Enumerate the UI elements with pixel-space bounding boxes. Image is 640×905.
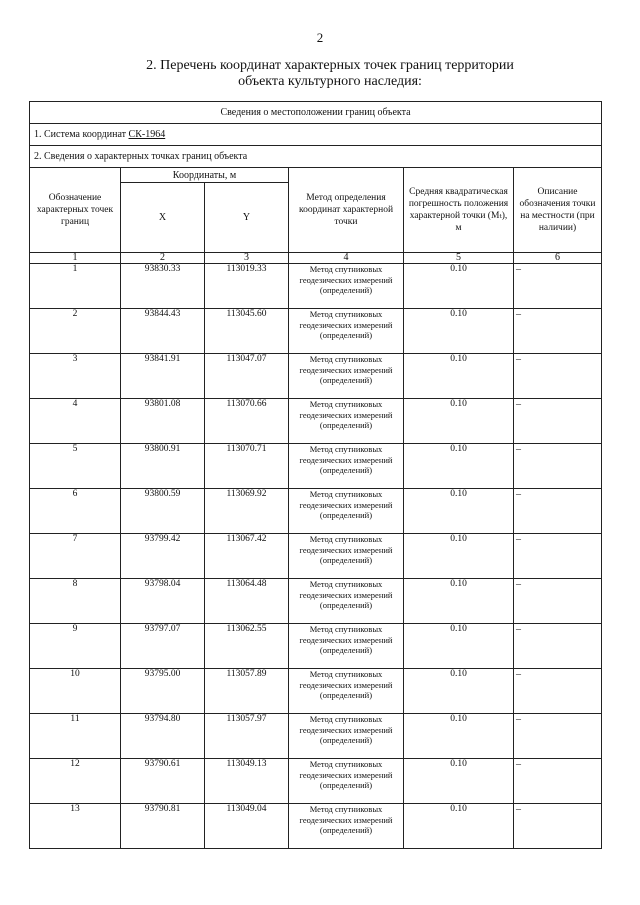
cell-x: 93801.08 (121, 399, 205, 444)
cell-y: 113047.07 (205, 354, 289, 399)
header-point-designation: Обозначение характерных точек границ (30, 168, 121, 253)
cell-accuracy: 0.10 (404, 804, 514, 849)
cell-method: Метод спутниковых геодезических измерений (определений) (289, 264, 404, 309)
table-row (30, 804, 602, 849)
table-row (30, 444, 602, 489)
table-row (30, 354, 602, 399)
cell-accuracy: 0.10 (404, 309, 514, 354)
points-caption: 2. Сведения о характерных точках границ объекта (30, 146, 602, 168)
cell-method: Метод спутниковых геодезических измерений (определений) (289, 579, 404, 624)
cell-accuracy: 0.10 (404, 714, 514, 759)
cell-x: 93798.04 (121, 579, 205, 624)
table-row (30, 759, 602, 804)
table-row (30, 264, 602, 309)
table-caption: Сведения о местоположении границ объекта (30, 102, 602, 124)
cell-point-number: 10 (30, 669, 121, 714)
table-row (30, 534, 602, 579)
table-row (30, 669, 602, 714)
cell-description: – (514, 264, 602, 309)
cell-method: Метод спутниковых геодезических измерений (определений) (289, 669, 404, 714)
cell-description: – (514, 309, 602, 354)
table-row (30, 624, 602, 669)
cell-accuracy: 0.10 (404, 669, 514, 714)
page-number: 2 (316, 30, 324, 45)
cell-accuracy: 0.10 (404, 489, 514, 534)
title-line-1: 2. Перечень координат характерных точек границ территории (146, 58, 514, 73)
cell-point-number: 12 (30, 759, 121, 804)
table-row (30, 714, 602, 759)
cell-description: – (514, 669, 602, 714)
cell-y: 113057.89 (205, 669, 289, 714)
column-number: 1 (30, 253, 121, 264)
cell-description: – (514, 624, 602, 669)
cell-method: Метод спутниковых геодезических измерений (определений) (289, 444, 404, 489)
cell-x: 93794.80 (121, 714, 205, 759)
cell-description: – (514, 714, 602, 759)
cell-x: 93830.33 (121, 264, 205, 309)
table-row (30, 399, 602, 444)
table-row (30, 489, 602, 534)
cell-method: Метод спутниковых геодезических измерений (определений) (289, 399, 404, 444)
cell-description: – (514, 399, 602, 444)
cell-description: – (514, 534, 602, 579)
cell-x: 93797.07 (121, 624, 205, 669)
cell-point-number: 13 (30, 804, 121, 849)
cell-description: – (514, 579, 602, 624)
cell-point-number: 3 (30, 354, 121, 399)
coordinates-table (29, 101, 602, 849)
cell-y: 113070.66 (205, 399, 289, 444)
cell-description: – (514, 444, 602, 489)
cell-y: 113019.33 (205, 264, 289, 309)
cell-y: 113049.04 (205, 804, 289, 849)
cell-accuracy: 0.10 (404, 444, 514, 489)
cell-point-number: 5 (30, 444, 121, 489)
cell-x: 93800.59 (121, 489, 205, 534)
header-method: Метод определения координат характерной точки (289, 168, 404, 253)
cell-y: 113069.92 (205, 489, 289, 534)
cell-x: 93844.43 (121, 309, 205, 354)
column-number: 4 (289, 253, 404, 264)
cell-y: 113070.71 (205, 444, 289, 489)
cell-accuracy: 0.10 (404, 354, 514, 399)
cell-method: Метод спутниковых геодезических измерений (определений) (289, 534, 404, 579)
cell-method: Метод спутниковых геодезических измерений (определений) (289, 624, 404, 669)
column-number: 3 (205, 253, 289, 264)
column-number: 5 (404, 253, 514, 264)
cell-y: 113064.48 (205, 579, 289, 624)
cell-point-number: 7 (30, 534, 121, 579)
cell-method: Метод спутниковых геодезических измерений (определений) (289, 804, 404, 849)
header-description: Описание обозначения точки на местности (при наличии) (514, 168, 602, 253)
cell-point-number: 11 (30, 714, 121, 759)
cell-y: 113057.97 (205, 714, 289, 759)
cell-accuracy: 0.10 (404, 624, 514, 669)
title-line-2: объекта культурного наследия: (238, 74, 422, 89)
cell-accuracy: 0.10 (404, 759, 514, 804)
cell-y: 113067.42 (205, 534, 289, 579)
cell-method: Метод спутниковых геодезических измерений (определений) (289, 489, 404, 534)
cell-x: 93790.61 (121, 759, 205, 804)
cell-point-number: 9 (30, 624, 121, 669)
cell-point-number: 1 (30, 264, 121, 309)
table-row (30, 309, 602, 354)
cell-method: Метод спутниковых геодезических измерений (определений) (289, 309, 404, 354)
cell-x: 93795.00 (121, 669, 205, 714)
cell-accuracy: 0.10 (404, 534, 514, 579)
header-y: Y (205, 183, 289, 253)
cell-y: 113049.13 (205, 759, 289, 804)
cell-x: 93799.42 (121, 534, 205, 579)
coordinate-system-value: СК-1964 (128, 129, 166, 140)
header-coordinates: Координаты, м (121, 168, 289, 183)
cell-y: 113045.60 (205, 309, 289, 354)
cell-method: Метод спутниковых геодезических измерений (определений) (289, 714, 404, 759)
cell-description: – (514, 759, 602, 804)
cell-description: – (514, 489, 602, 534)
cell-method: Метод спутниковых геодезических измерений (определений) (289, 759, 404, 804)
cell-point-number: 4 (30, 399, 121, 444)
column-number: 6 (514, 253, 602, 264)
cell-point-number: 6 (30, 489, 121, 534)
cell-point-number: 2 (30, 309, 121, 354)
cell-accuracy: 0.10 (404, 399, 514, 444)
header-accuracy: Средняя квадратическая погрешность положения характерной точки (Mₜ), м (404, 168, 514, 253)
cell-accuracy: 0.10 (404, 264, 514, 309)
cell-accuracy: 0.10 (404, 579, 514, 624)
cell-x: 93790.81 (121, 804, 205, 849)
cell-x: 93841.91 (121, 354, 205, 399)
cell-x: 93800.91 (121, 444, 205, 489)
table-row (30, 579, 602, 624)
column-number: 2 (121, 253, 205, 264)
cell-method: Метод спутниковых геодезических измерений (определений) (289, 354, 404, 399)
cell-description: – (514, 804, 602, 849)
coordinate-system-line (30, 124, 602, 146)
cell-y: 113062.55 (205, 624, 289, 669)
cell-point-number: 8 (30, 579, 121, 624)
document-title (60, 58, 600, 90)
cell-description: – (514, 354, 602, 399)
coordinate-system-label: 1. Система координат (34, 129, 129, 140)
header-x: X (121, 183, 205, 253)
